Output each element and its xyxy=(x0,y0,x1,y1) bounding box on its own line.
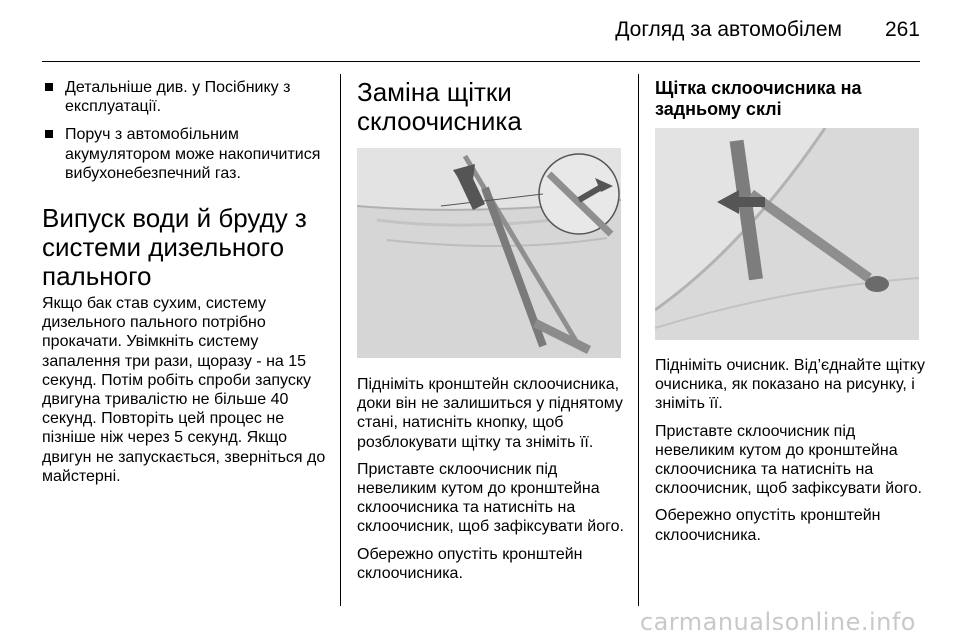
front-wiper-illustration xyxy=(357,148,621,358)
bullet-item xyxy=(42,78,332,116)
wiper-paragraph-2: Приставте склоочисник під невеликим кутом до кронштейна склоочисника та натисніть на склоочисник, щоб зафіксувати його. xyxy=(357,460,624,536)
diesel-paragraph: Якщо бак став сухим, систему дизельного пального потрібно прокачати. Увімкніть систему запалення три рази, щоразу - на 15 секунд. Потім робіть спроби запуску двигуна тривалістю не більше 40 секунд. Повторіть цей процес не пізніше ніж через 5 секунд. Якщо двигун не запускається, зверніться до майстерні. xyxy=(42,295,326,485)
front-wiper-drawing xyxy=(357,148,621,358)
section-heading-diesel: Випуск води й бруду з системи дизельного пального xyxy=(42,203,307,292)
rear-wiper-drawing xyxy=(655,128,919,340)
rear-wiper-illustration xyxy=(655,128,919,340)
wiper-paragraph-3: Обережно опустіть кронштейн склоочисника. xyxy=(357,545,583,582)
wiper-paragraph-1: Підніміть кронштейн склоочисника, доки він не залишиться у піднятому стані, натисніть кнопку, щоб розблокувати щітку та зніміть її. xyxy=(357,376,623,451)
rear-wiper-paragraph-1: Підніміть очисник. Від’єднайте щітку очисника, як показано на рисунку, і зніміть її. xyxy=(655,357,925,413)
column-2 xyxy=(357,78,627,583)
page-header-title: Догляд за автомобілем xyxy=(615,18,842,41)
bullet-square-icon xyxy=(45,83,53,91)
column-3 xyxy=(655,78,925,545)
bullet-text: Детальніше див. у Посібнику з експлуатації. xyxy=(65,79,291,116)
column-divider-1 xyxy=(340,74,341,606)
watermark: carmanualsonline.info xyxy=(639,608,916,636)
rear-wiper-paragraph-3: Обережно опустіть кронштейн склоочисника. xyxy=(655,507,881,544)
bullet-item xyxy=(42,125,332,183)
column-divider-2 xyxy=(638,74,639,606)
bullet-list xyxy=(42,78,332,183)
section-heading-wiper: Заміна щітки склоочисника xyxy=(357,77,522,136)
bullet-text: Поруч з автомобільним акумулятором може накопичитися вибухонебезпечний газ. xyxy=(65,126,321,182)
rear-wiper-paragraph-2: Приставте склоочисник під невеликим кутом до кронштейна склоочисника та натисніть на склоочисник, щоб зафіксувати його. xyxy=(655,422,922,498)
bullet-square-icon xyxy=(45,130,53,138)
page-number: 261 xyxy=(884,18,920,41)
header-divider xyxy=(42,61,920,62)
column-1 xyxy=(42,78,332,486)
section-heading-rear-wiper: Щітка склоочисника на задньому склі xyxy=(655,78,862,119)
